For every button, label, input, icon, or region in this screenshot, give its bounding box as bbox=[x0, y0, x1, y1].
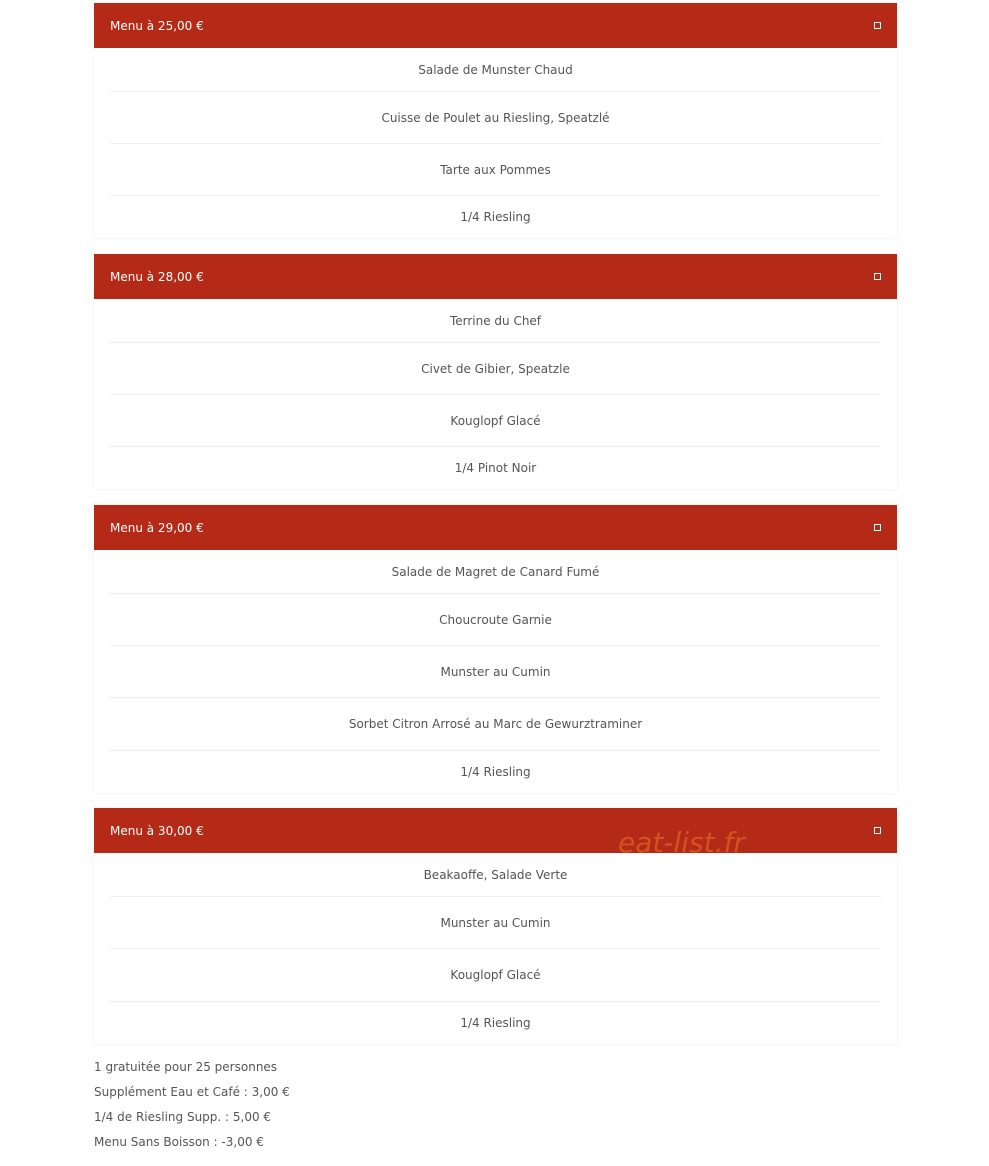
menu-item: Kouglopf Glacé bbox=[110, 395, 881, 447]
menu-title: Menu à 29,00 € bbox=[110, 520, 204, 535]
menu-item: Kouglopf Glacé bbox=[110, 949, 881, 1002]
menu-item: Beakaoffe, Salade Verte bbox=[110, 853, 881, 897]
note-riesling-supplement: 1/4 de Riesling Supp. : 5,00 € bbox=[94, 1110, 272, 1124]
menu-title: Menu à 30,00 € bbox=[110, 823, 204, 838]
menu-item-list bbox=[94, 853, 897, 1044]
menu-header-25[interactable] bbox=[94, 3, 897, 48]
menu-item: 1/4 Riesling bbox=[460, 1016, 531, 1030]
pricing-notes bbox=[94, 1058, 290, 1158]
menu-item: Terrine du Chef bbox=[110, 299, 881, 343]
square-icon[interactable] bbox=[874, 524, 881, 531]
menu-item: Tarte aux Pommes bbox=[110, 144, 881, 196]
menu-item-list bbox=[94, 299, 897, 489]
menu-item-list bbox=[94, 550, 897, 793]
menu-title: Menu à 25,00 € bbox=[110, 18, 204, 33]
menu-header-28[interactable] bbox=[94, 254, 897, 299]
menu-title: Menu à 28,00 € bbox=[110, 269, 204, 284]
menu-item: Munster au Cumin bbox=[110, 646, 881, 698]
menu-header-30[interactable] bbox=[94, 808, 897, 853]
menu-item-list bbox=[94, 48, 897, 238]
menu-panel-29 bbox=[94, 505, 897, 793]
note-free-per-group: 1 gratuitée pour 25 personnes bbox=[94, 1060, 278, 1074]
menu-item: Salade de Munster Chaud bbox=[110, 48, 881, 92]
note-no-drink: Menu Sans Boisson : -3,00 € bbox=[94, 1135, 264, 1149]
watermark-text: eat-list.fr bbox=[618, 826, 745, 859]
menu-item: 1/4 Riesling bbox=[460, 765, 531, 779]
menu-panel-30 bbox=[94, 808, 897, 1044]
square-icon[interactable] bbox=[874, 273, 881, 280]
menu-header-29[interactable] bbox=[94, 505, 897, 550]
menu-item: 1/4 Pinot Noir bbox=[454, 461, 537, 475]
square-icon[interactable] bbox=[874, 827, 881, 834]
menu-item: Salade de Magret de Canard Fumé bbox=[110, 550, 881, 594]
menu-item: Civet de Gibier, Speatzle bbox=[110, 343, 881, 395]
menu-panel-28 bbox=[94, 254, 897, 489]
menu-item: Sorbet Citron Arrosé au Marc de Gewurztraminer bbox=[110, 698, 881, 751]
menu-item: 1/4 Riesling bbox=[460, 210, 531, 224]
menu-item: Cuisse de Poulet au Riesling, Speatzlé bbox=[110, 92, 881, 144]
note-water-coffee: Supplément Eau et Café : 3,00 € bbox=[94, 1085, 290, 1099]
menu-panel-25 bbox=[94, 3, 897, 238]
menu-item: Munster au Cumin bbox=[110, 897, 881, 949]
menu-item: Choucroute Garnie bbox=[110, 594, 881, 646]
square-icon[interactable] bbox=[874, 22, 881, 29]
